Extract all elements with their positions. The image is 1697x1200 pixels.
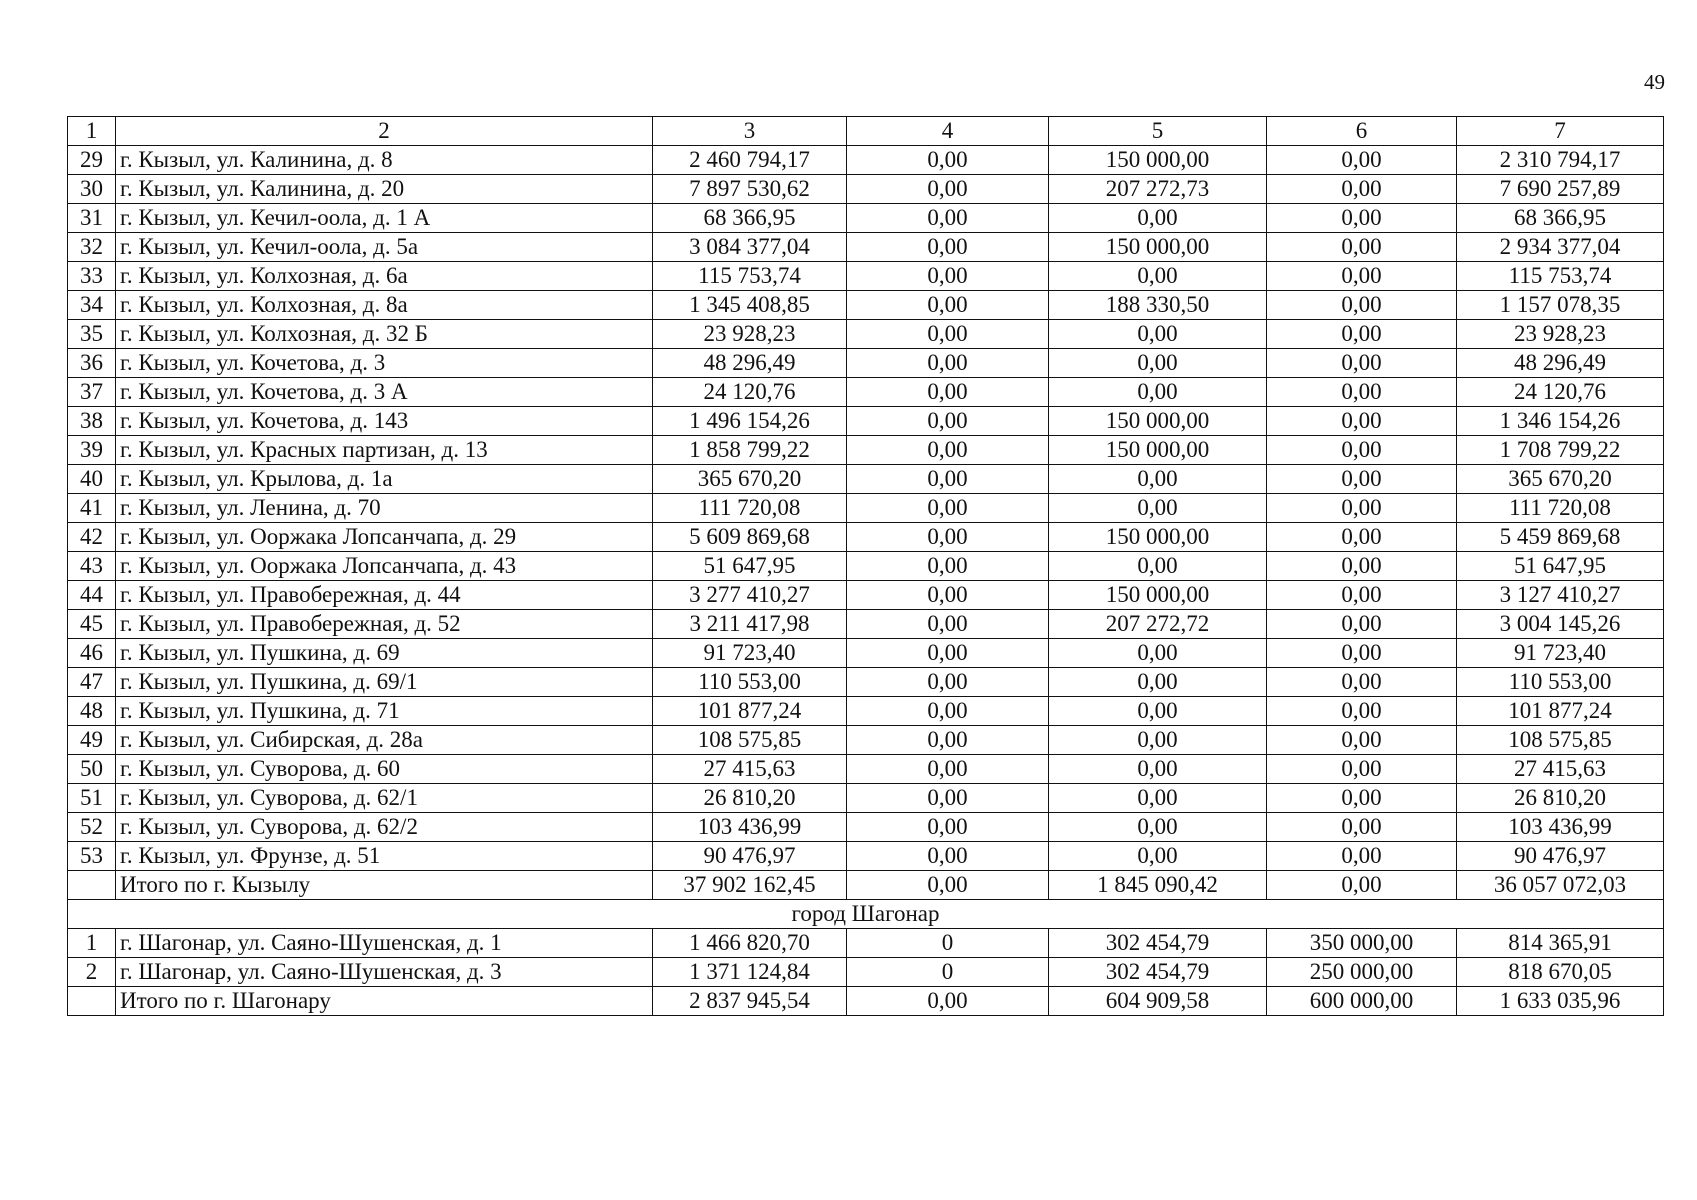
row-number-cell: 44 (68, 581, 116, 610)
row-number-cell: 35 (68, 320, 116, 349)
col7-cell: 365 670,20 (1457, 465, 1664, 494)
col6-cell: 0,00 (1267, 552, 1457, 581)
col4-cell: 0,00 (847, 291, 1049, 320)
col7-cell: 3 127 410,27 (1457, 581, 1664, 610)
row-number-cell: 39 (68, 436, 116, 465)
col3-cell: 365 670,20 (653, 465, 847, 494)
col3-cell: 48 296,49 (653, 349, 847, 378)
col7-cell: 51 647,95 (1457, 552, 1664, 581)
col5-cell: 604 909,58 (1049, 987, 1267, 1016)
table-row (68, 349, 1664, 378)
row-number-cell: 48 (68, 697, 116, 726)
col3-cell: 3 277 410,27 (653, 581, 847, 610)
table-row (68, 842, 1664, 871)
address-cell: г. Шагонар, ул. Саяно-Шушенская, д. 3 (116, 958, 653, 987)
col3-cell: 23 928,23 (653, 320, 847, 349)
row-number-cell: 50 (68, 755, 116, 784)
col3-cell: 37 902 162,45 (653, 871, 847, 900)
col7-cell: 26 810,20 (1457, 784, 1664, 813)
col7-cell: 36 057 072,03 (1457, 871, 1664, 900)
address-cell: г. Кызыл, ул. Колхозная, д. 32 Б (116, 320, 653, 349)
table-row (68, 813, 1664, 842)
address-cell: г. Кызыл, ул. Правобережная, д. 44 (116, 581, 653, 610)
row-number-cell: 49 (68, 726, 116, 755)
table-row (68, 726, 1664, 755)
col6-cell: 0,00 (1267, 407, 1457, 436)
row-number-cell: 53 (68, 842, 116, 871)
col3-cell: 2 837 945,54 (653, 987, 847, 1016)
col6-cell: 0,00 (1267, 436, 1457, 465)
col3-cell: 68 366,95 (653, 204, 847, 233)
address-cell: г. Кызыл, ул. Пушкина, д. 71 (116, 697, 653, 726)
table-row (68, 378, 1664, 407)
col4-cell: 0,00 (847, 349, 1049, 378)
row-number-cell: 47 (68, 668, 116, 697)
row-number-cell: 1 (68, 117, 116, 146)
table-row (68, 465, 1664, 494)
col5-cell: 150 000,00 (1049, 233, 1267, 262)
row-number-cell: 2 (68, 958, 116, 987)
col4-cell: 0,00 (847, 407, 1049, 436)
row-number-cell: 29 (68, 146, 116, 175)
col7-cell: 2 934 377,04 (1457, 233, 1664, 262)
col5-cell: 150 000,00 (1049, 436, 1267, 465)
col6-cell: 0,00 (1267, 175, 1457, 204)
col6-cell: 0,00 (1267, 697, 1457, 726)
col7-cell: 1 633 035,96 (1457, 987, 1664, 1016)
table-row (68, 320, 1664, 349)
row-number-cell: 34 (68, 291, 116, 320)
table-row (68, 204, 1664, 233)
col4-cell: 0,00 (847, 523, 1049, 552)
table-row (68, 784, 1664, 813)
row-number-cell: 42 (68, 523, 116, 552)
col3-cell: 24 120,76 (653, 378, 847, 407)
col6-cell: 0,00 (1267, 813, 1457, 842)
table-row (68, 146, 1664, 175)
col3-cell: 7 897 530,62 (653, 175, 847, 204)
col5-cell: 0,00 (1049, 784, 1267, 813)
col3-cell: 5 609 869,68 (653, 523, 847, 552)
row-number-cell: 43 (68, 552, 116, 581)
row-number-cell: 52 (68, 813, 116, 842)
table-row (68, 755, 1664, 784)
col6-cell: 0,00 (1267, 523, 1457, 552)
col6-cell: 250 000,00 (1267, 958, 1457, 987)
col6-cell: 0,00 (1267, 726, 1457, 755)
col4-cell: 0,00 (847, 610, 1049, 639)
table-row (68, 523, 1664, 552)
row-number-cell (68, 871, 116, 900)
col3-cell: 27 415,63 (653, 755, 847, 784)
col7-cell: 23 928,23 (1457, 320, 1664, 349)
col6-cell: 6 (1267, 117, 1457, 146)
col4-cell: 0,00 (847, 378, 1049, 407)
col7-cell: 1 346 154,26 (1457, 407, 1664, 436)
address-cell: г. Кызыл, ул. Кочетова, д. 143 (116, 407, 653, 436)
col3-cell: 1 345 408,85 (653, 291, 847, 320)
col3-cell: 1 371 124,84 (653, 958, 847, 987)
col6-cell: 0,00 (1267, 842, 1457, 871)
row-number-cell: 45 (68, 610, 116, 639)
address-cell: г. Кызыл, ул. Колхозная, д. 8а (116, 291, 653, 320)
section-heading: город Шагонар (68, 900, 1664, 929)
table-row (68, 581, 1664, 610)
col4-cell: 0,00 (847, 726, 1049, 755)
col6-cell: 0,00 (1267, 146, 1457, 175)
table-row (68, 958, 1664, 987)
col4-cell: 4 (847, 117, 1049, 146)
col3-cell: 1 466 820,70 (653, 929, 847, 958)
address-cell: г. Кызыл, ул. Фрунзе, д. 51 (116, 842, 653, 871)
col5-cell: 150 000,00 (1049, 146, 1267, 175)
row-number-cell: 30 (68, 175, 116, 204)
table-row (68, 929, 1664, 958)
col6-cell: 0,00 (1267, 581, 1457, 610)
col4-cell: 0,00 (847, 204, 1049, 233)
col6-cell: 0,00 (1267, 784, 1457, 813)
col3-cell: 101 877,24 (653, 697, 847, 726)
col3-cell: 2 460 794,17 (653, 146, 847, 175)
address-cell: г. Кызыл, ул. Ооржака Лопсанчапа, д. 43 (116, 552, 653, 581)
address-cell: г. Кызыл, ул. Ооржака Лопсанчапа, д. 29 (116, 523, 653, 552)
col5-cell: 0,00 (1049, 204, 1267, 233)
col3-cell: 110 553,00 (653, 668, 847, 697)
col6-cell: 0,00 (1267, 465, 1457, 494)
row-number-cell: 37 (68, 378, 116, 407)
col5-cell: 0,00 (1049, 726, 1267, 755)
col4-cell: 0,00 (847, 581, 1049, 610)
row-number-cell: 46 (68, 639, 116, 668)
col6-cell: 0,00 (1267, 291, 1457, 320)
col3-cell: 111 720,08 (653, 494, 847, 523)
row-number-cell: 41 (68, 494, 116, 523)
col6-cell: 0,00 (1267, 871, 1457, 900)
col4-cell: 0,00 (847, 697, 1049, 726)
col3-cell: 3 211 417,98 (653, 610, 847, 639)
col4-cell: 0,00 (847, 668, 1049, 697)
col5-cell: 207 272,72 (1049, 610, 1267, 639)
col3-cell: 1 496 154,26 (653, 407, 847, 436)
col4-cell: 0,00 (847, 436, 1049, 465)
address-cell: г. Кызыл, ул. Пушкина, д. 69/1 (116, 668, 653, 697)
address-cell: г. Кызыл, ул. Кечил-оола, д. 1 А (116, 204, 653, 233)
col7-cell: 24 120,76 (1457, 378, 1664, 407)
col6-cell: 0,00 (1267, 378, 1457, 407)
col7-cell: 90 476,97 (1457, 842, 1664, 871)
col5-cell: 0,00 (1049, 668, 1267, 697)
address-cell: г. Кызыл, ул. Калинина, д. 20 (116, 175, 653, 204)
col3-cell: 1 858 799,22 (653, 436, 847, 465)
col6-cell: 350 000,00 (1267, 929, 1457, 958)
col5-cell: 0,00 (1049, 552, 1267, 581)
col3-cell: 103 436,99 (653, 813, 847, 842)
row-number-cell: 31 (68, 204, 116, 233)
address-cell: г. Кызыл, ул. Крылова, д. 1а (116, 465, 653, 494)
col6-cell: 600 000,00 (1267, 987, 1457, 1016)
col4-cell: 0,00 (847, 784, 1049, 813)
row-number-cell: 38 (68, 407, 116, 436)
col4-cell: 0,00 (847, 465, 1049, 494)
col6-cell: 0,00 (1267, 320, 1457, 349)
address-cell: г. Кызыл, ул. Суворова, д. 62/1 (116, 784, 653, 813)
header-row (68, 117, 1664, 146)
col7-cell: 101 877,24 (1457, 697, 1664, 726)
col5-cell: 0,00 (1049, 378, 1267, 407)
address-cell: г. Кызыл, ул. Суворова, д. 60 (116, 755, 653, 784)
col7-cell: 2 310 794,17 (1457, 146, 1664, 175)
row-number-cell: 32 (68, 233, 116, 262)
col6-cell: 0,00 (1267, 204, 1457, 233)
col5-cell: 0,00 (1049, 639, 1267, 668)
col4-cell: 0,00 (847, 320, 1049, 349)
col7-cell: 68 366,95 (1457, 204, 1664, 233)
address-cell: г. Кызыл, ул. Калинина, д. 8 (116, 146, 653, 175)
col5-cell: 188 330,50 (1049, 291, 1267, 320)
row-number-cell: 51 (68, 784, 116, 813)
row-number-cell: 1 (68, 929, 116, 958)
col7-cell: 5 459 869,68 (1457, 523, 1664, 552)
col5-cell: 150 000,00 (1049, 523, 1267, 552)
col5-cell: 302 454,79 (1049, 958, 1267, 987)
col5-cell: 0,00 (1049, 494, 1267, 523)
col5-cell: 0,00 (1049, 813, 1267, 842)
section-row (68, 900, 1664, 929)
col5-cell: 0,00 (1049, 262, 1267, 291)
address-cell: г. Кызыл, ул. Сибирская, д. 28а (116, 726, 653, 755)
col7-cell: 108 575,85 (1457, 726, 1664, 755)
col5-cell: 0,00 (1049, 697, 1267, 726)
col7-cell: 27 415,63 (1457, 755, 1664, 784)
row-number-cell (68, 987, 116, 1016)
col7-cell: 48 296,49 (1457, 349, 1664, 378)
col6-cell: 0,00 (1267, 349, 1457, 378)
col4-cell: 0,00 (847, 262, 1049, 291)
col4-cell: 0,00 (847, 755, 1049, 784)
table-row (68, 494, 1664, 523)
col6-cell: 0,00 (1267, 262, 1457, 291)
col5-cell: 1 845 090,42 (1049, 871, 1267, 900)
table-row (68, 233, 1664, 262)
total-row-kyzyl (68, 871, 1664, 900)
col5-cell: 150 000,00 (1049, 407, 1267, 436)
address-cell: г. Кызыл, ул. Красных партизан, д. 13 (116, 436, 653, 465)
col7-cell: 103 436,99 (1457, 813, 1664, 842)
table-row (68, 262, 1664, 291)
col7-cell: 110 553,00 (1457, 668, 1664, 697)
col5-cell: 0,00 (1049, 349, 1267, 378)
address-cell: г. Кызыл, ул. Кочетова, д. 3 (116, 349, 653, 378)
col7-cell: 115 753,74 (1457, 262, 1664, 291)
table-row (68, 291, 1664, 320)
col4-cell: 0,00 (847, 639, 1049, 668)
table-row (68, 407, 1664, 436)
col6-cell: 0,00 (1267, 494, 1457, 523)
col6-cell: 0,00 (1267, 233, 1457, 262)
address-cell: Итого по г. Шагонару (116, 987, 653, 1016)
col7-cell: 7 690 257,89 (1457, 175, 1664, 204)
col3-cell: 3 084 377,04 (653, 233, 847, 262)
row-number-cell: 36 (68, 349, 116, 378)
col7-cell: 3 004 145,26 (1457, 610, 1664, 639)
table-row (68, 552, 1664, 581)
table-row (68, 639, 1664, 668)
col5-cell: 0,00 (1049, 320, 1267, 349)
col6-cell: 0,00 (1267, 610, 1457, 639)
page-number: 49 (1644, 70, 1665, 94)
col7-cell: 1 157 078,35 (1457, 291, 1664, 320)
col3-cell: 90 476,97 (653, 842, 847, 871)
row-number-cell: 40 (68, 465, 116, 494)
address-cell: г. Кызыл, ул. Пушкина, д. 69 (116, 639, 653, 668)
col4-cell: 0,00 (847, 842, 1049, 871)
table-row (68, 697, 1664, 726)
col5-cell: 5 (1049, 117, 1267, 146)
col4-cell: 0,00 (847, 813, 1049, 842)
col6-cell: 0,00 (1267, 639, 1457, 668)
col3-cell: 115 753,74 (653, 262, 847, 291)
col4-cell: 0,00 (847, 146, 1049, 175)
address-cell: г. Кызыл, ул. Кочетова, д. 3 А (116, 378, 653, 407)
row-number-cell: 33 (68, 262, 116, 291)
total-row-shagonar (68, 987, 1664, 1016)
table-row (68, 610, 1664, 639)
col4-cell: 0,00 (847, 987, 1049, 1016)
col5-cell: 0,00 (1049, 465, 1267, 494)
address-cell: г. Шагонар, ул. Саяно-Шушенская, д. 1 (116, 929, 653, 958)
address-cell: г. Кызыл, ул. Кечил-оола, д. 5а (116, 233, 653, 262)
col7-cell: 1 708 799,22 (1457, 436, 1664, 465)
address-cell: г. Кызыл, ул. Правобережная, д. 52 (116, 610, 653, 639)
col4-cell: 0,00 (847, 233, 1049, 262)
address-cell: г. Кызыл, ул. Суворова, д. 62/2 (116, 813, 653, 842)
col4-cell: 0,00 (847, 552, 1049, 581)
col7-cell: 818 670,05 (1457, 958, 1664, 987)
col7-cell: 91 723,40 (1457, 639, 1664, 668)
col4-cell: 0 (847, 958, 1049, 987)
table-row (68, 668, 1664, 697)
table-row (68, 436, 1664, 465)
col5-cell: 0,00 (1049, 755, 1267, 784)
col4-cell: 0,00 (847, 871, 1049, 900)
col6-cell: 0,00 (1267, 668, 1457, 697)
col3-cell: 51 647,95 (653, 552, 847, 581)
col3-cell: 26 810,20 (653, 784, 847, 813)
address-cell: Итого по г. Кызылу (116, 871, 653, 900)
col5-cell: 150 000,00 (1049, 581, 1267, 610)
col4-cell: 0 (847, 929, 1049, 958)
col7-cell: 111 720,08 (1457, 494, 1664, 523)
col5-cell: 207 272,73 (1049, 175, 1267, 204)
address-cell: 2 (116, 117, 653, 146)
col3-cell: 108 575,85 (653, 726, 847, 755)
col3-cell: 3 (653, 117, 847, 146)
address-cell: г. Кызыл, ул. Колхозная, д. 6а (116, 262, 653, 291)
col5-cell: 302 454,79 (1049, 929, 1267, 958)
address-cell: г. Кызыл, ул. Ленина, д. 70 (116, 494, 653, 523)
col4-cell: 0,00 (847, 494, 1049, 523)
data-table (67, 116, 1664, 1016)
col6-cell: 0,00 (1267, 755, 1457, 784)
col4-cell: 0,00 (847, 175, 1049, 204)
col3-cell: 91 723,40 (653, 639, 847, 668)
table-row (68, 175, 1664, 204)
col7-cell: 814 365,91 (1457, 929, 1664, 958)
col7-cell: 7 (1457, 117, 1664, 146)
col5-cell: 0,00 (1049, 842, 1267, 871)
